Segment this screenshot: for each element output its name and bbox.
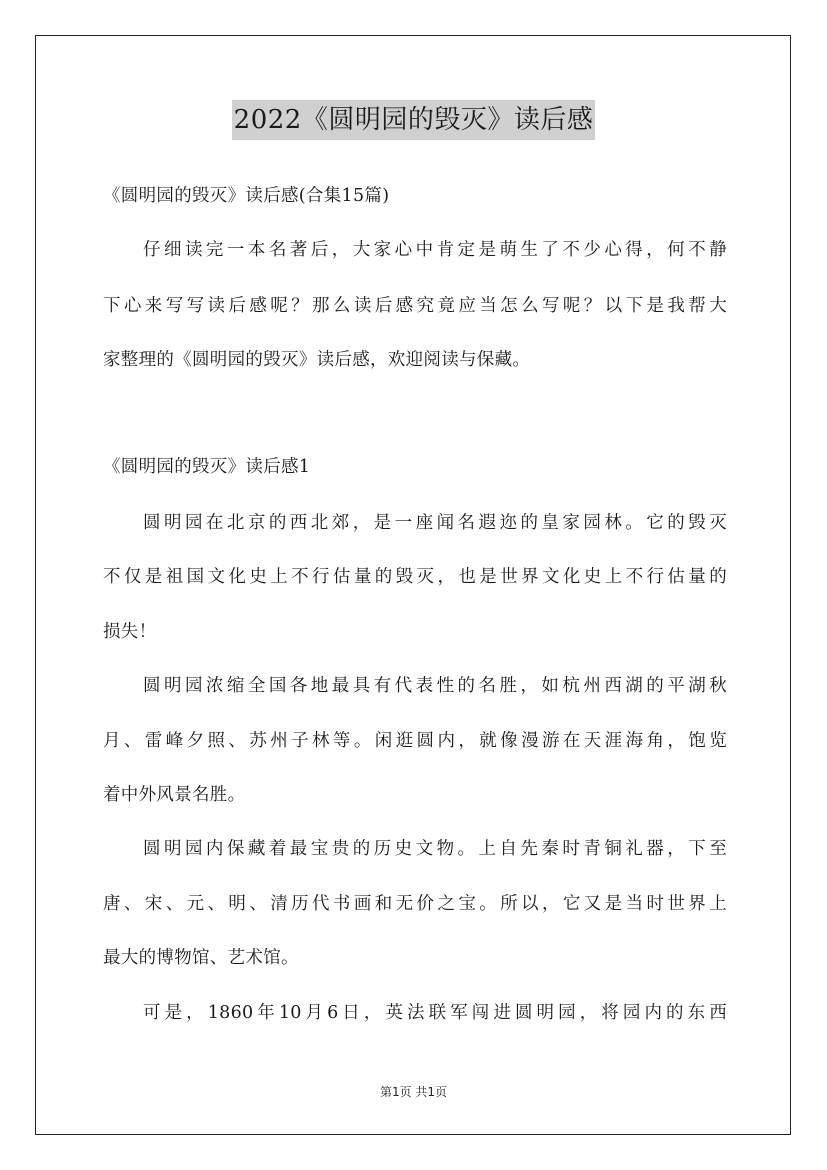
paragraph-4-line-1: 可是，1860年10月6日，英法联军闯进圆明园，将园内的东西 <box>143 1003 727 1023</box>
document-subtitle: 《圆明园的毁灭》读后感(合集15篇) <box>103 186 390 206</box>
paragraph-2-line-2: 月、雷峰夕照、苏州子林等。闲逛圆内，就像漫游在天涯海角，饱览 <box>103 731 727 751</box>
paragraph-3-line-3: 最大的博物馆、艺术馆。 <box>103 948 299 968</box>
section-heading: 《圆明园的毁灭》读后感1 <box>103 457 311 477</box>
paragraph-2-line-3: 着中外风景名胜。 <box>103 785 246 805</box>
paragraph-1-line-3: 损失！ <box>103 622 157 642</box>
paragraph-1-line-2: 不仅是祖国文化史上不行估量的毁灭，也是世界文化史上不行估量的 <box>103 567 727 587</box>
intro-line-2: 下心来写写读后感呢？那么读后感究竟应当怎么写呢？以下是我帮大 <box>103 296 727 316</box>
paragraph-1-line-1: 圆明园在北京的西北郊，是一座闻名遐迩的皇家园林。它的毁灭 <box>143 513 727 533</box>
paragraph-3-line-2: 唐、宋、元、明、清历代书画和无价之宝。所以，它又是当时世界上 <box>103 894 727 914</box>
paragraph-2-line-1: 圆明园浓缩全国各地最具有代表性的名胜，如杭州西湖的平湖秋 <box>143 676 727 696</box>
intro-line-1: 仔细读完一本名著后，大家心中肯定是萌生了不少心得，何不静 <box>143 240 727 260</box>
paragraph-3-line-1: 圆明园内保藏着最宝贵的历史文物。上自先秦时青铜礼器，下至 <box>143 839 727 859</box>
page-number-footer: 第1页 共1页 <box>379 1085 448 1099</box>
title-container <box>0 100 827 140</box>
intro-line-3: 家整理的《圆明园的毁灭》读后感，欢迎阅读与保藏。 <box>103 350 531 370</box>
document-title: 2022《圆明园的毁灭》读后感 <box>232 100 596 140</box>
